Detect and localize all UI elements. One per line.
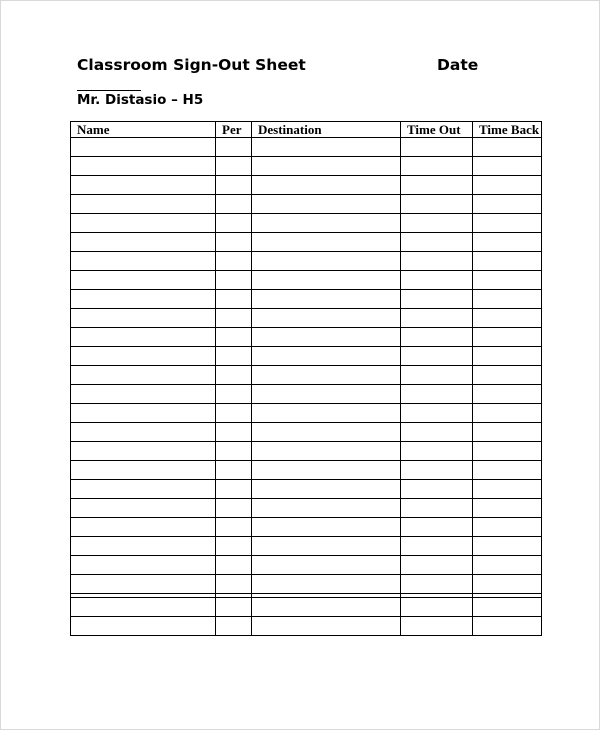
date-underline bbox=[77, 90, 141, 91]
table-cell bbox=[252, 347, 401, 366]
table-cell bbox=[252, 518, 401, 537]
table-cell bbox=[401, 309, 473, 328]
table-cell bbox=[473, 385, 542, 404]
table-cell bbox=[216, 518, 252, 537]
table-cell bbox=[401, 252, 473, 271]
table-row bbox=[71, 575, 542, 594]
table-cell bbox=[71, 214, 216, 233]
table-cell bbox=[216, 499, 252, 518]
table-cell bbox=[252, 575, 401, 594]
table-cell bbox=[473, 404, 542, 423]
table-cell bbox=[252, 309, 401, 328]
table-cell bbox=[216, 309, 252, 328]
table-cell bbox=[252, 271, 401, 290]
table-cell bbox=[71, 556, 216, 575]
table-cell bbox=[473, 461, 542, 480]
table-row bbox=[71, 423, 542, 442]
table-row bbox=[71, 347, 542, 366]
table-cell bbox=[473, 366, 542, 385]
column-header-time-out: Time Out bbox=[401, 122, 473, 138]
table-row bbox=[71, 480, 542, 499]
signout-table bbox=[70, 121, 542, 636]
table-cell bbox=[401, 556, 473, 575]
table-cell bbox=[216, 233, 252, 252]
table-cell bbox=[252, 461, 401, 480]
table-cell bbox=[252, 176, 401, 195]
table-cell bbox=[216, 328, 252, 347]
table-cell bbox=[473, 309, 542, 328]
table-cell bbox=[473, 214, 542, 233]
table-cell bbox=[401, 138, 473, 157]
table-cell bbox=[71, 461, 216, 480]
table-cell bbox=[401, 499, 473, 518]
table-cell bbox=[473, 617, 542, 636]
table-cell bbox=[216, 442, 252, 461]
table-cell bbox=[473, 176, 542, 195]
table-cell bbox=[216, 138, 252, 157]
table-cell bbox=[473, 480, 542, 499]
table-cell bbox=[71, 423, 216, 442]
table-cell bbox=[401, 366, 473, 385]
table-row bbox=[71, 537, 542, 556]
table-row bbox=[71, 518, 542, 537]
table-cell bbox=[252, 423, 401, 442]
table-cell bbox=[401, 442, 473, 461]
table-cell bbox=[216, 195, 252, 214]
table-cell bbox=[71, 252, 216, 271]
table-cell bbox=[252, 598, 401, 617]
table-cell bbox=[71, 347, 216, 366]
column-header-name: Name bbox=[71, 122, 216, 138]
date-label: Date bbox=[437, 56, 479, 74]
table-cell bbox=[401, 195, 473, 214]
table-row bbox=[71, 138, 542, 157]
table-cell bbox=[71, 617, 216, 636]
table-cell bbox=[401, 233, 473, 252]
table-row bbox=[71, 309, 542, 328]
table-row bbox=[71, 252, 542, 271]
table-cell bbox=[216, 290, 252, 309]
table-cell bbox=[473, 347, 542, 366]
table-cell bbox=[216, 347, 252, 366]
table-cell bbox=[216, 461, 252, 480]
table-row bbox=[71, 385, 542, 404]
table-cell bbox=[216, 214, 252, 233]
table-cell bbox=[401, 617, 473, 636]
table-row bbox=[71, 328, 542, 347]
table-cell bbox=[71, 404, 216, 423]
table-cell bbox=[401, 480, 473, 499]
table-cell bbox=[71, 271, 216, 290]
table-cell bbox=[71, 442, 216, 461]
table-cell bbox=[252, 328, 401, 347]
table-cell bbox=[252, 499, 401, 518]
table-cell bbox=[401, 598, 473, 617]
table-cell bbox=[252, 157, 401, 176]
column-header-time-back: Time Back bbox=[473, 122, 542, 138]
table-row bbox=[71, 366, 542, 385]
table-cell bbox=[71, 385, 216, 404]
table-cell bbox=[216, 252, 252, 271]
table-row bbox=[71, 442, 542, 461]
table-row bbox=[71, 157, 542, 176]
table-cell bbox=[71, 176, 216, 195]
table-cell bbox=[473, 290, 542, 309]
table-cell bbox=[216, 176, 252, 195]
table-cell bbox=[71, 499, 216, 518]
table-cell bbox=[401, 290, 473, 309]
table-cell bbox=[216, 617, 252, 636]
table-cell bbox=[252, 617, 401, 636]
table-cell bbox=[473, 195, 542, 214]
table-row bbox=[71, 404, 542, 423]
table-cell bbox=[252, 233, 401, 252]
table-cell bbox=[473, 537, 542, 556]
table-cell bbox=[216, 157, 252, 176]
table-cell bbox=[401, 404, 473, 423]
table-cell bbox=[216, 423, 252, 442]
table-cell bbox=[401, 461, 473, 480]
table-row bbox=[71, 499, 542, 518]
table-cell bbox=[216, 385, 252, 404]
table-cell bbox=[216, 366, 252, 385]
table-cell bbox=[216, 271, 252, 290]
table-cell bbox=[401, 423, 473, 442]
table-cell bbox=[401, 347, 473, 366]
column-header-per: Per bbox=[216, 122, 252, 138]
table-row bbox=[71, 290, 542, 309]
table-cell bbox=[216, 404, 252, 423]
table-cell bbox=[71, 598, 216, 617]
table-row bbox=[71, 461, 542, 480]
table-cell bbox=[473, 518, 542, 537]
table-header-row bbox=[71, 122, 542, 138]
table-cell bbox=[473, 252, 542, 271]
table-cell bbox=[473, 138, 542, 157]
table-cell bbox=[473, 328, 542, 347]
table-cell bbox=[252, 556, 401, 575]
table-cell bbox=[71, 157, 216, 176]
table-cell bbox=[252, 195, 401, 214]
table-cell bbox=[252, 366, 401, 385]
table-cell bbox=[216, 480, 252, 499]
table-cell bbox=[473, 598, 542, 617]
table-cell bbox=[401, 157, 473, 176]
table-cell bbox=[401, 271, 473, 290]
table-cell bbox=[71, 366, 216, 385]
table-cell bbox=[252, 290, 401, 309]
table-cell bbox=[401, 176, 473, 195]
table-cell bbox=[473, 233, 542, 252]
table-cell bbox=[252, 537, 401, 556]
table-cell bbox=[473, 499, 542, 518]
table-cell bbox=[473, 442, 542, 461]
table-cell bbox=[71, 575, 216, 594]
table-cell bbox=[71, 138, 216, 157]
table-cell bbox=[401, 328, 473, 347]
table-cell bbox=[252, 138, 401, 157]
table-cell bbox=[71, 290, 216, 309]
table-cell bbox=[473, 157, 542, 176]
table-row bbox=[71, 233, 542, 252]
table-cell bbox=[71, 537, 216, 556]
sheet-title: Classroom Sign-Out Sheet bbox=[77, 56, 306, 74]
table-row bbox=[71, 598, 542, 617]
table-cell bbox=[71, 480, 216, 499]
table-cell bbox=[252, 214, 401, 233]
table-row bbox=[71, 195, 542, 214]
table-cell bbox=[401, 214, 473, 233]
table-cell bbox=[252, 480, 401, 499]
table-cell bbox=[71, 195, 216, 214]
table-cell bbox=[401, 518, 473, 537]
table-cell bbox=[473, 423, 542, 442]
table-row bbox=[71, 214, 542, 233]
table-cell bbox=[216, 537, 252, 556]
table-cell bbox=[473, 575, 542, 594]
table-cell bbox=[473, 556, 542, 575]
table-cell bbox=[401, 537, 473, 556]
table-cell bbox=[71, 309, 216, 328]
table-cell bbox=[216, 575, 252, 594]
table-cell bbox=[252, 442, 401, 461]
table-cell bbox=[252, 385, 401, 404]
table-cell bbox=[473, 271, 542, 290]
table-cell bbox=[216, 598, 252, 617]
table-row bbox=[71, 271, 542, 290]
teacher-label: Mr. Distasio – H5 bbox=[77, 92, 204, 108]
table-cell bbox=[216, 556, 252, 575]
table-cell bbox=[401, 575, 473, 594]
table-body bbox=[71, 138, 542, 636]
table-cell bbox=[71, 518, 216, 537]
table-cell bbox=[71, 233, 216, 252]
table-row bbox=[71, 176, 542, 195]
table-row bbox=[71, 556, 542, 575]
table-cell bbox=[252, 252, 401, 271]
column-header-destination: Destination bbox=[252, 122, 401, 138]
table-cell bbox=[252, 404, 401, 423]
table-cell bbox=[71, 328, 216, 347]
table-cell bbox=[401, 385, 473, 404]
table-row bbox=[71, 617, 542, 636]
